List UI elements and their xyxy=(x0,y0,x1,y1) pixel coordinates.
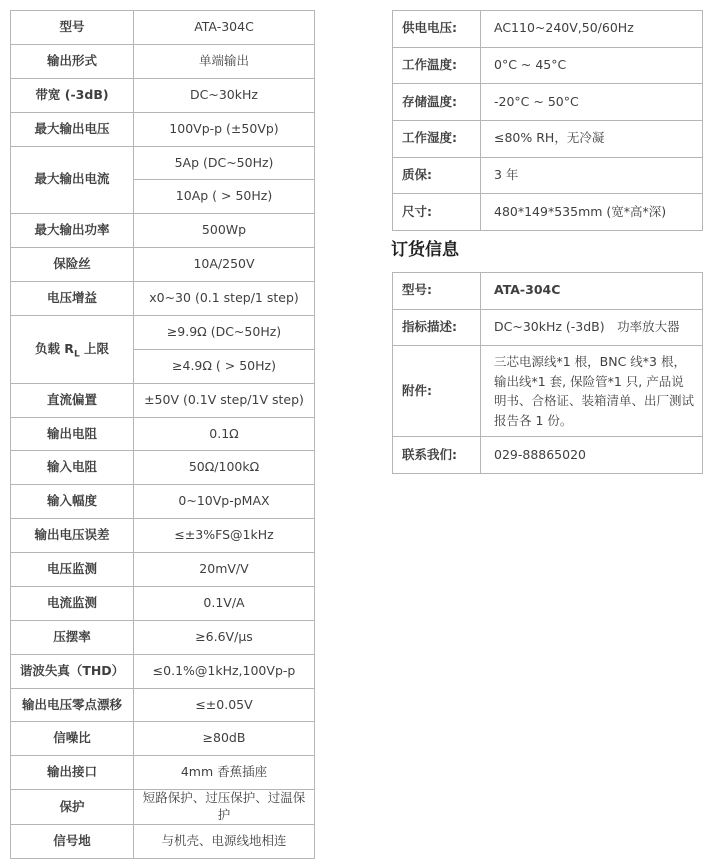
spec-row xyxy=(11,722,315,756)
spec-label: 电流监测 xyxy=(11,586,134,620)
spec-value: 50Ω/100kΩ xyxy=(134,451,315,485)
order-row xyxy=(393,273,703,310)
spec-label: 电压监测 xyxy=(11,553,134,587)
order-label: 联系我们: xyxy=(393,437,481,474)
spec-row xyxy=(11,282,315,316)
env-value: ≤80% RH，无冷凝 xyxy=(481,120,703,157)
spec-label: 谐波失真（THD） xyxy=(11,654,134,688)
spec-value: DC~30kHz xyxy=(134,78,315,112)
order-table-body xyxy=(393,273,703,474)
spec-label: 电压增益 xyxy=(11,282,134,316)
spec-value: 与机壳、电源线地相连 xyxy=(134,824,315,858)
order-value: DC~30kHz (-3dB) 功率放大器 xyxy=(481,309,703,346)
spec-row xyxy=(11,654,315,688)
spec-value: 0.1Ω xyxy=(134,417,315,451)
env-table-body xyxy=(393,11,703,231)
spec-label: 输入电阻 xyxy=(11,451,134,485)
spec-value: ≥6.6V/μs xyxy=(134,620,315,654)
spec-value: ATA-304C xyxy=(134,11,315,45)
spec-label: 输出电阻 xyxy=(11,417,134,451)
spec-row xyxy=(11,620,315,654)
spec-row xyxy=(11,586,315,620)
spec-row xyxy=(11,78,315,112)
spec-row xyxy=(11,790,315,825)
env-value: 480*149*535mm (宽*高*深) xyxy=(481,194,703,231)
spec-value: ≤0.1%@1kHz,100Vp-p xyxy=(134,654,315,688)
spec-value: 0~10Vp-pMAX xyxy=(134,485,315,519)
spec-value: 10Ap ( > 50Hz) xyxy=(134,180,315,214)
spec-label: 直流偏置 xyxy=(11,383,134,417)
spec-value: 0.1V/A xyxy=(134,586,315,620)
spec-label: 型号 xyxy=(11,11,134,45)
spec-value: 单端输出 xyxy=(134,44,315,78)
order-row xyxy=(393,346,703,437)
spec-label: 最大输出电流 xyxy=(11,146,134,214)
order-label: 型号: xyxy=(393,273,481,310)
spec-label: 带宽 (-3dB) xyxy=(11,78,134,112)
spec-row xyxy=(11,824,315,858)
env-value: 0°C ~ 45°C xyxy=(481,47,703,84)
spec-row xyxy=(11,383,315,417)
env-label: 质保: xyxy=(393,157,481,194)
order-info-table xyxy=(392,272,703,474)
spec-value: 100Vp-p (±50Vp) xyxy=(134,112,315,146)
spec-label: 输入幅度 xyxy=(11,485,134,519)
spec-value: ±50V (0.1V step/1V step) xyxy=(134,383,315,417)
env-value: -20°C ~ 50°C xyxy=(481,84,703,121)
spec-label: 输出电压零点漂移 xyxy=(11,688,134,722)
order-row xyxy=(393,437,703,474)
spec-value: ≥9.9Ω (DC~50Hz) xyxy=(134,315,315,349)
env-row xyxy=(393,47,703,84)
env-row xyxy=(393,194,703,231)
order-label: 附件: xyxy=(393,346,481,437)
env-row xyxy=(393,11,703,48)
spec-value: 10A/250V xyxy=(134,248,315,282)
env-label: 工作湿度: xyxy=(393,120,481,157)
spec-row xyxy=(11,688,315,722)
env-row xyxy=(393,157,703,194)
env-spec-table xyxy=(392,10,703,231)
env-label: 存储温度: xyxy=(393,84,481,121)
spec-row xyxy=(11,315,315,349)
spec-table-body xyxy=(11,11,315,859)
spec-value: 4mm 香蕉插座 xyxy=(134,756,315,790)
spec-row xyxy=(11,485,315,519)
spec-label: 负载 $R_L$ 上限 xyxy=(11,315,134,383)
env-value: AC110~240V,50/60Hz xyxy=(481,11,703,48)
main-spec-table xyxy=(10,10,315,859)
order-info-title: 订货信息 xyxy=(391,240,459,260)
order-value: ATA-304C xyxy=(481,273,703,310)
env-row xyxy=(393,120,703,157)
order-label: 指标描述: xyxy=(393,309,481,346)
spec-label: 输出电压误差 xyxy=(11,519,134,553)
spec-value: ≥80dB xyxy=(134,722,315,756)
env-label: 尺寸: xyxy=(393,194,481,231)
spec-row xyxy=(11,451,315,485)
spec-value: x0~30 (0.1 step/1 step) xyxy=(134,282,315,316)
spec-row xyxy=(11,11,315,45)
order-row xyxy=(393,309,703,346)
spec-label: 信噪比 xyxy=(11,722,134,756)
spec-label: 输出接口 xyxy=(11,756,134,790)
spec-value: ≥4.9Ω ( > 50Hz) xyxy=(134,349,315,383)
spec-value: 500Wp xyxy=(134,214,315,248)
spec-row xyxy=(11,248,315,282)
spec-row xyxy=(11,553,315,587)
spec-label: 输出形式 xyxy=(11,44,134,78)
env-label: 供电电压: xyxy=(393,11,481,48)
spec-value: 短路保护、过压保护、过温保护 xyxy=(134,790,315,825)
spec-row xyxy=(11,44,315,78)
env-row xyxy=(393,84,703,121)
spec-value: 5Ap (DC~50Hz) xyxy=(134,146,315,180)
spec-label: 信号地 xyxy=(11,824,134,858)
env-label: 工作温度: xyxy=(393,47,481,84)
env-value: 3 年 xyxy=(481,157,703,194)
spec-row xyxy=(11,417,315,451)
spec-value: ≤±0.05V xyxy=(134,688,315,722)
spec-row xyxy=(11,214,315,248)
order-value: 三芯电源线*1 根，BNC 线*3 根，输出线*1 套, 保险管*1 只, 产品说明书、合格证、装箱清单、出厂测试报告各 1 份。 xyxy=(481,346,703,437)
order-value: 029-88865020 xyxy=(481,437,703,474)
spec-value: ≤±3%FS@1kHz xyxy=(134,519,315,553)
spec-value: 20mV/V xyxy=(134,553,315,587)
spec-row xyxy=(11,756,315,790)
spec-label: 最大输出电压 xyxy=(11,112,134,146)
spec-row xyxy=(11,112,315,146)
spec-row xyxy=(11,146,315,180)
spec-label: 保护 xyxy=(11,790,134,825)
spec-label: 压摆率 xyxy=(11,620,134,654)
spec-row xyxy=(11,519,315,553)
spec-label: 保险丝 xyxy=(11,248,134,282)
spec-label: 最大输出功率 xyxy=(11,214,134,248)
